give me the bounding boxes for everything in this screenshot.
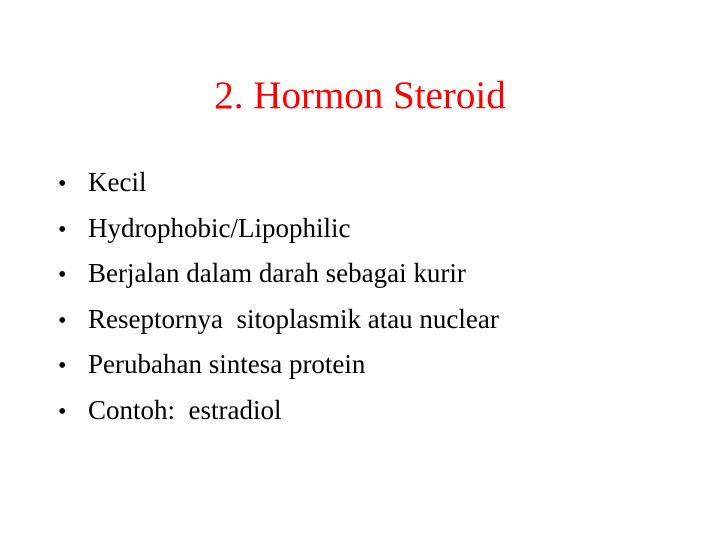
- list-item: [58, 206, 499, 252]
- bullet-text: Reseptornya sitoplasmik atau nuclear: [88, 303, 499, 334]
- bullet-text: Perubahan sintesa protein: [88, 349, 366, 379]
- slide-title: 2. Hormon Steroid: [214, 74, 506, 117]
- bullet-icon: •: [58, 171, 67, 197]
- bullet-icon: •: [58, 353, 67, 379]
- list-item: [58, 297, 499, 343]
- bullet-text: Berjalan dalam darah sebagai kurir: [88, 258, 466, 288]
- bullet-text: Kecil: [88, 167, 147, 197]
- bullet-text: Contoh: estradiol: [88, 394, 282, 425]
- list-item: [58, 160, 499, 206]
- bullet-list: [58, 160, 499, 433]
- bullet-text: Hydrophobic/Lipophilic: [88, 212, 351, 243]
- bullet-icon: •: [58, 216, 67, 243]
- bullet-icon: •: [58, 398, 67, 425]
- list-item: [58, 342, 499, 388]
- list-item: [58, 251, 499, 297]
- bullet-icon: •: [58, 262, 67, 288]
- bullet-icon: •: [58, 307, 67, 334]
- list-item: [58, 388, 499, 434]
